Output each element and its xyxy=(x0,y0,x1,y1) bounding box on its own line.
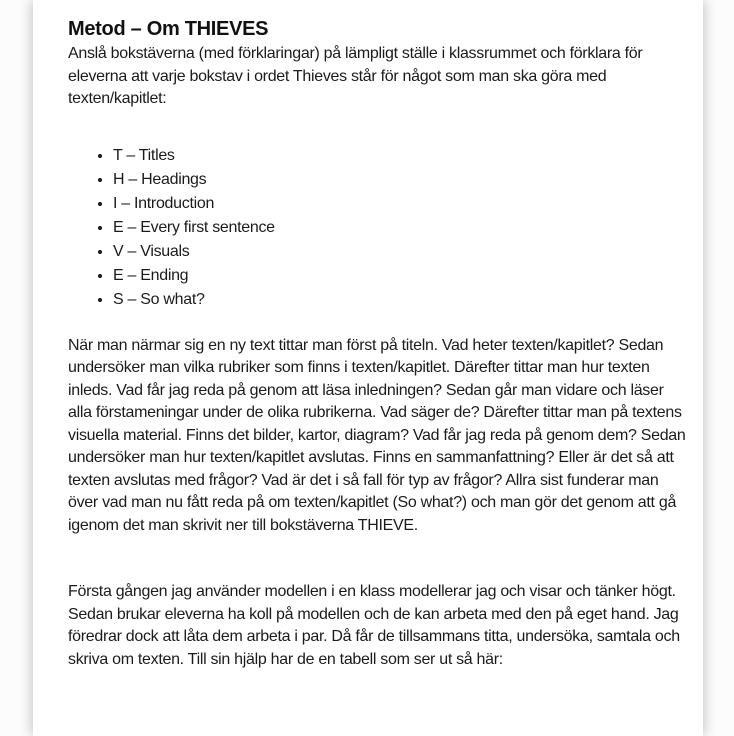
list-item: • H – Headings xyxy=(113,168,688,192)
list-item: • V – Visuals xyxy=(113,240,688,264)
modeling-paragraph: Första gången jag använder modellen i en klass modellerar jag och visar och tänker högt. Sedan brukar eleverna ha koll på modellen och de kan arbeta med den på eget hand. Jag föredrar dock att låta dem arbeta i par. Då får de tillsammans titta, undersöka, samtala och skriva om texten. Till sin hjälp har de en tabell som ser ut så här: xyxy=(68,583,680,668)
article-page xyxy=(33,0,703,736)
page-title: Metod – Om THIEVES xyxy=(68,18,269,40)
list-item: • E – Every first sentence xyxy=(113,216,688,240)
list-item: • T – Titles xyxy=(113,144,688,168)
list-item: • E – Ending xyxy=(113,264,688,288)
intro-paragraph: Anslå bokstäverna (med förklaringar) på lämpligt ställe i klassrummet och förklara för eleverna att varje bokstav i ordet Thieves står för något som man ska göra med texten/kapitlet: xyxy=(68,45,643,107)
thieves-list xyxy=(68,144,688,312)
list-item: • I – Introduction xyxy=(113,192,688,216)
method-description-paragraph: När man närmar sig en ny text tittar man först på titeln. Vad heter texten/kapitlet? Sedan undersöker man vilka rubriker som finns i texten/kapitlet. Därefter tittar man hur texten inleds. Vad får jag reda på genom att läsa inledningen? Sedan går man vidare och läser alla förstameningar under de olika rubrikerna. Vad säger de? Därefter tittar man på textens visuella material. Finns det bilder, kartor, diagram? Vad får jag reda på genom dem? Sedan undersöker man hur texten/kapitlet avslutas. Finns en sammanfattning? Eller är det så att texten avslutas med frågor? Vad är det i så fall för typ av frågor? Allra sist funderar man över vad man nu fått reda på om texten/kapitlet (So what?) och man gör det genom att gå igenom det man skrivit ner till bokstäverna THIEVE. xyxy=(68,336,686,534)
list-item: • S – So what? xyxy=(113,288,688,312)
